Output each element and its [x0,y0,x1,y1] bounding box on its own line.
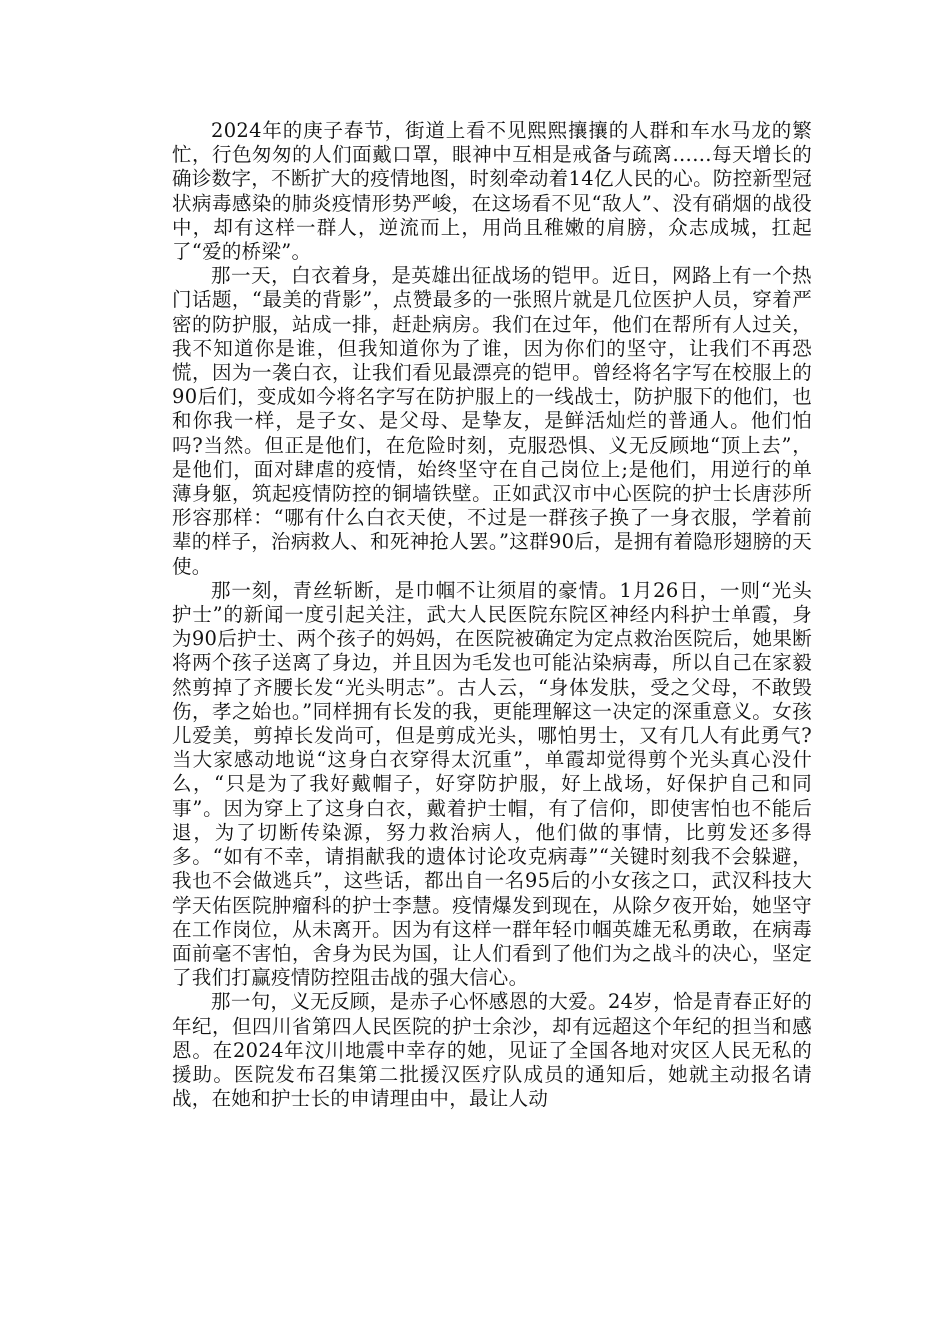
document-body [172,119,812,1111]
paragraph-4: 那一句，义无反顾，是赤子心怀感恩的大爱。24岁，恰是青春正好的年纪，但四川省第四人民医院的护士余沙，却有远超这个年纪的担当和感恩。在2024年汶川地震中幸存的她，见证了全国各地对灾区人民无私的援助。医院发布召集第二批援汉医疗队成员的通知后，她就主动报名请战，在她和护士长的申请理由中，最让人动 [172,990,812,1111]
paragraph-3: 那一刻，青丝斩断，是巾帼不让须眉的豪情。1月26日，一则“光头护士”的新闻一度引起关注，武大人民医院东院区神经内科护士单霞，身为90后护士、两个孩子的妈妈，在医院被确定为定点救治医院后，她果断将两个孩子送离了身边，并且因为毛发也可能沾染病毒，所以自己在家毅然剪掉了齐腰长发“光头明志”。古人云，“身体发肤，受之父母，不敢毁伤，孝之始也。”同样拥有长发的我，更能理解这一决定的深重意义。女孩儿爱美，剪掉长发尚可，但是剪成光头，哪怕男士，又有几人有此勇气?当大家感动地说“这身白衣穿得太沉重”，单霞却觉得剪个光头真心没什么，“只是为了我好戴帽子，好穿防护服，好上战场，好保护自己和同事”。因为穿上了这身白衣，戴着护士帽，有了信仰，即使害怕也不能后退，为了切断传染源，努力救治病人，他们做的事情，比剪发还多得多。“如有不幸，请捐献我的遗体讨论攻克病毒”“关键时刻我不会躲避，我也不会做逃兵”，这些话，都出自一名95后的小女孩之口，武汉科技大学天佑医院肿瘤科的护士李慧。疫情爆发到现在，从除夕夜开始，她坚守在工作岗位，从未离开。因为有这样一群年轻巾帼英雄无私勇敢，在病毒面前毫不害怕，舍身为民为国，让人们看到了他们为之战斗的决心，坚定了我们打赢疫情防控阻击战的强大信心。 [172,578,812,990]
paragraph-1: 2024年的庚子春节，街道上看不见熙熙攘攘的人群和车水马龙的繁忙，行色匆匆的人们面戴口罩，眼神中互相是戒备与疏离……每天增长的确诊数字，不断扩大的疫情地图，时刻牵动着14亿人民的心。防控新型冠状病毒感染的肺炎疫情形势严峻，在这场看不见“敌人”、没有硝烟的战役中，却有这样一群人，逆流而上，用尚且稚嫩的肩膀，众志成城，扛起了“爱的桥梁”。 [172,119,812,264]
paragraph-2: 那一天，白衣着身，是英雄出征战场的铠甲。近日，网路上有一个热门话题，“最美的背影”，点赞最多的一张照片就是几位医护人员，穿着严密的防护服，站成一排，赶赴病房。我们在过年，他们在帮所有人过关，我不知道你是谁，但我知道你为了谁，因为你们的坚守，让我们不再恐慌，因为一袭白衣，让我们看见最漂亮的铠甲。曾经将名字写在校服上的90后们，变成如今将名字写在防护服上的一线战士，防护服下的他们，也和你我一样，是子女、是父母、是挚友，是鲜活灿烂的普通人。他们怕吗?当然。但正是他们，在危险时刻，克服恐惧、义无反顾地“顶上去”，是他们，面对肆虐的疫情，始终坚守在自己岗位上;是他们，用逆行的单薄身躯，筑起疫情防控的铜墙铁壁。正如武汉市中心医院的护士长唐莎所形容那样：“哪有什么白衣天使，不过是一群孩子换了一身衣服，学着前辈的样子，治病救人、和死神抢人罢。”这群90后，是拥有着隐形翅膀的天使。 [172,264,812,578]
